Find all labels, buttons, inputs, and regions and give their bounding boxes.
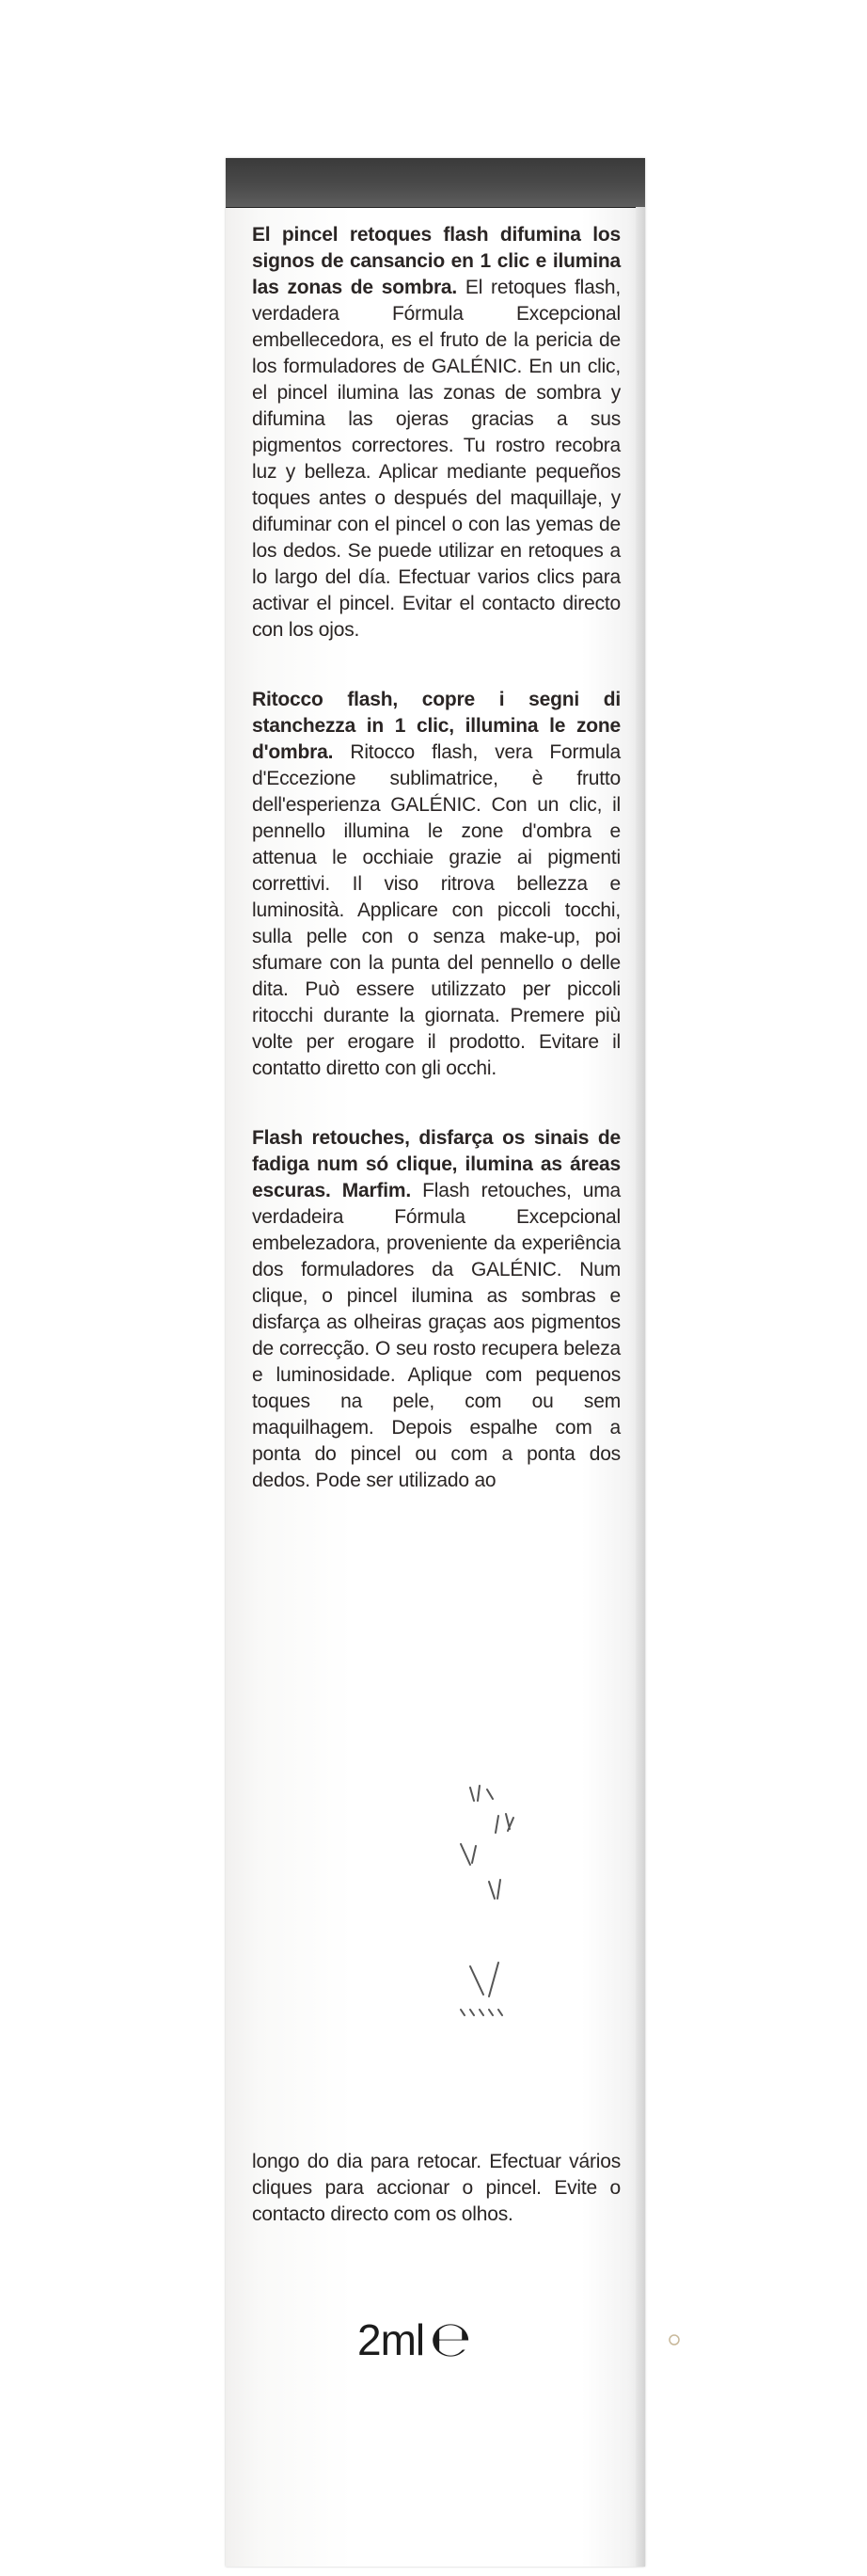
paragraph-spanish-body: El retoques flash, verdadera Fórmula Excepcional embellecedora, es el fruto de la pericia de los formuladores de GALÉNIC. En un clic, el pincel ilumina las zonas de sombra y difumina las ojeras gracias a sus pigmentos correctores. Tu rostro recobra luz y belleza. Aplicar mediante pequeños toques antes o después del maquillaje, y difuminar con el pincel o con las yemas de los dedos. Se puede utilizar en retoques a lo largo del día. Efectuar varios clics para activar el pincel. Evitar el contacto directo con los ojos. [252, 277, 621, 641]
volume-value: 2ml [357, 2315, 425, 2364]
paragraph-portuguese-body: Flash retouches, uma verdadeira Fórmula Excepcional embelezadora, proveniente da experiência dos formuladores da GALÉNIC. Num clique, o pincel ilumina as sombras e disfarça as olheiras graças aos pigmentos de correcção. O seu rosto recupera beleza e luminosidade. Aplique com pequenos toques na pele, com ou sem maquilhagem. Depois espalhe com a ponta do pincel ou com a ponta dos dedos. Pode ser utilizado ao [252, 1180, 621, 1491]
paragraph-portuguese-continued: longo do dia para retocar. Efectuar vários cliques para accionar o pincel. Evite o contacto directo com os olhos. [252, 2151, 621, 2225]
paragraph-italian-body: Ritocco flash, vera Formula d'Eccezione sublimatrice, è frutto dell'esperienza GALÉNIC. Con un clic, il pennello illumina le zone d'ombra e attenua le occhiaie grazie ai pigmenti correttivi. Il viso ritrova bellezza e luminosità. Applicare con piccoli tocchi, sulla pelle con o senza make-up, poi sfumare con la punta del pennello o delle dita. Può essere utilizzato per piccoli ritocchi durante la giornata. Premere più volte per erogare il prodotto. Evitare il contatto diretto con gli occhi. [252, 741, 621, 1079]
paragraph-portuguese-heading: Flash retouches, disfarça os sinais de fadiga num só clique, ilumina as áreas escuras. Marfim. [252, 1127, 621, 1201]
paragraph-portuguese [252, 1125, 621, 1494]
description-column [252, 222, 621, 1537]
paragraph-spanish [252, 222, 621, 644]
estimated-sign-icon: ℮ [430, 2312, 472, 2368]
paragraph-italian [252, 687, 621, 1082]
volume-label [357, 2312, 472, 2368]
paragraph-spanish-heading: El pincel retoques flash difumina los signos de cansancio en 1 clic e ilumina las zonas de sombra. [252, 224, 621, 298]
batch-code-marking [442, 1778, 574, 2023]
box-top-flap [226, 158, 645, 208]
paragraph-italian-heading: Ritocco flash, copre i segni di stanchezza in 1 clic, illumina le zone d'ombra. [252, 689, 621, 763]
print-registration-mark-icon [668, 2333, 681, 2346]
box-edge-shadow [636, 207, 645, 2567]
